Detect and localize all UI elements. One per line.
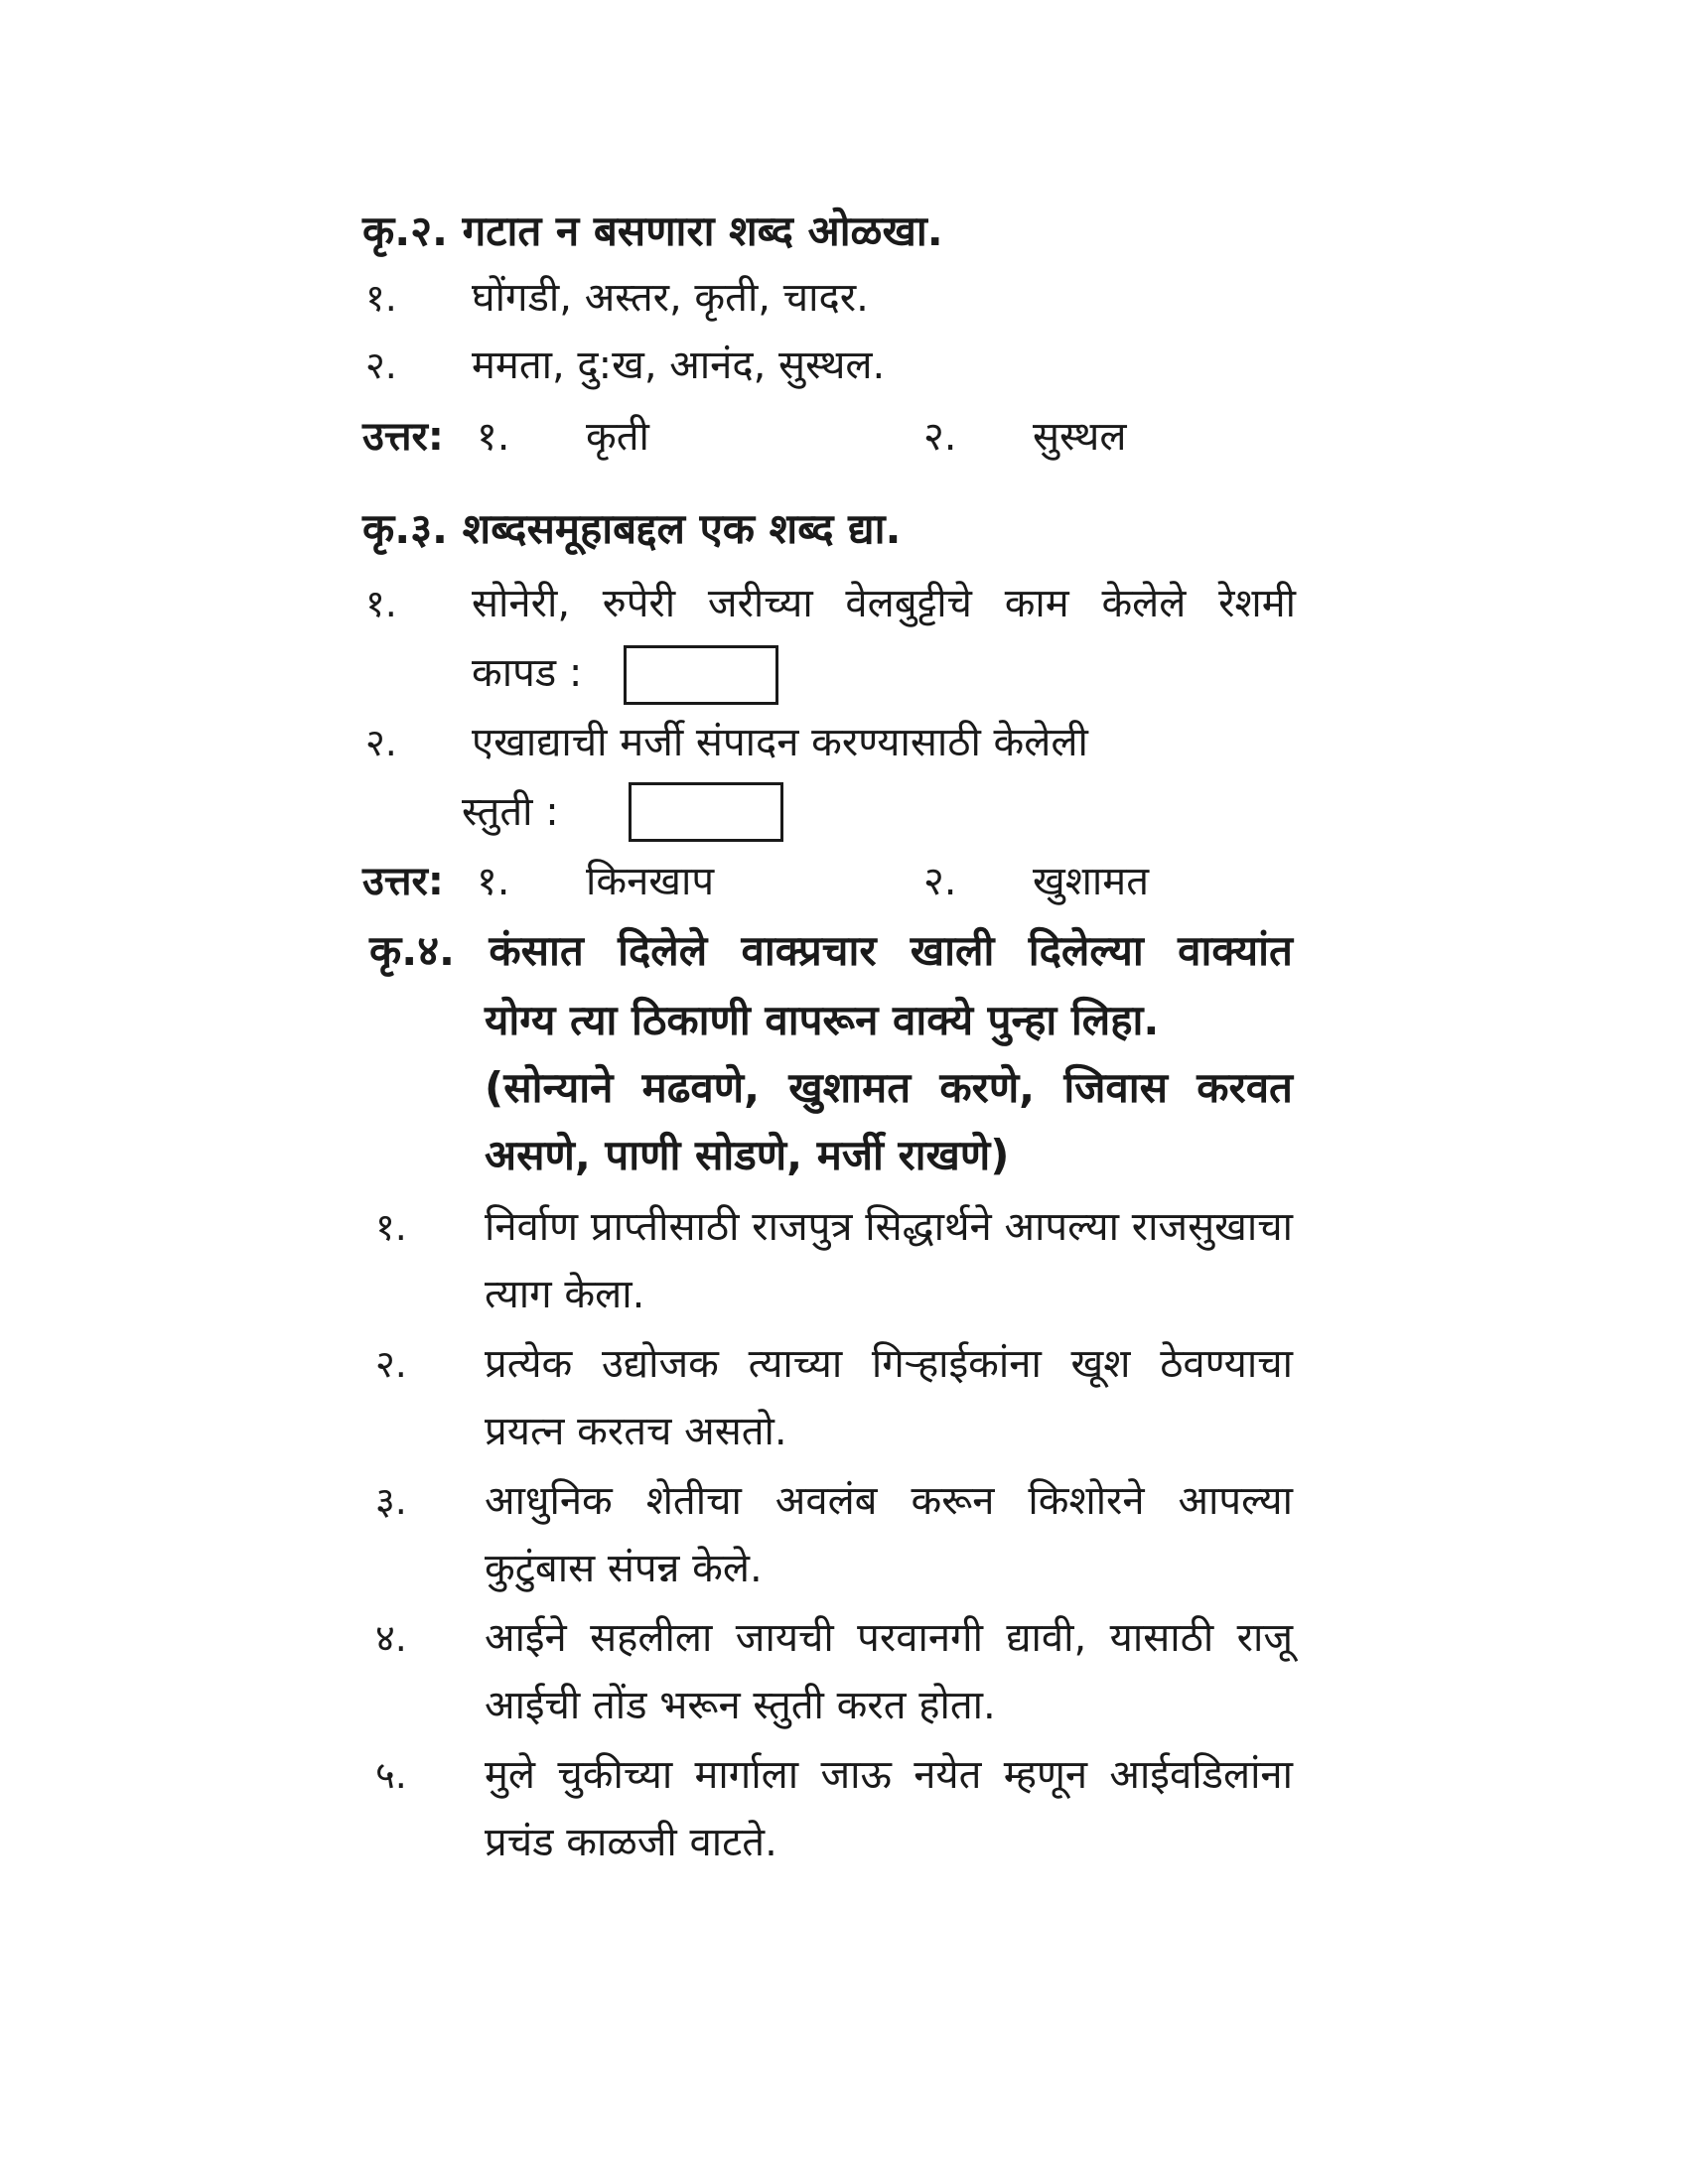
q2-item-2-number: २. xyxy=(365,343,397,387)
q2-answer-1-number: १. xyxy=(477,414,510,460)
q3-answer-1-text: किनखाप xyxy=(586,859,715,904)
q2-item-1-number: १. xyxy=(365,276,397,320)
q3-item-1-number: १. xyxy=(365,582,397,625)
q3-answer-2-number: २. xyxy=(923,859,957,904)
q4-item-3-line1: आधुनिक शेतीचा अवलंब करून किशोरने आपल्या xyxy=(485,1478,1293,1524)
q4-heading-line1: कृ.४. कंसात दिलेले वाक्प्रचार खाली दिलेल्या वाक्यांत xyxy=(369,926,1293,975)
q4-heading-line4: असणे, पाणी सोडणे, मर्जी राखणे) xyxy=(485,1131,1010,1179)
q4-item-2-line1: प्रत्येक उद्योजक त्याच्या गिऱ्हाईकांना खूश ठेवण्याचा xyxy=(485,1341,1293,1387)
q4-item-4-line1: आईने सहलीला जायची परवानगी द्यावी, यासाठी राजू xyxy=(485,1615,1293,1661)
q4-item-4-number: ४. xyxy=(375,1616,407,1660)
q2-answer-2-text: सुस्थल xyxy=(1033,414,1127,460)
q4-item-2-line2: प्रयत्न करतच असतो. xyxy=(485,1409,787,1454)
q4-heading-line2: योग्य त्या ठिकाणी वापरून वाक्ये पुन्हा लिहा. xyxy=(485,996,1160,1044)
q2-heading: कृ.२. गटात न बसणारा शब्द ओळखा. xyxy=(362,206,943,255)
q4-item-5-line1: मुले चुकीच्या मार्गाला जाऊ नयेत म्हणून आईवडिलांना xyxy=(485,1752,1293,1798)
q2-answer-1-text: कृती xyxy=(586,414,649,460)
q3-item-2-line1: एखाद्याची मर्जी संपादन करण्यासाठी केलेली xyxy=(472,720,1088,765)
q3-item-1-line1: सोनेरी, रुपेरी जरीच्या वेलबुट्टीचे काम केलेले रेशमी xyxy=(472,581,1296,626)
q3-answer-1-number: १. xyxy=(477,859,510,904)
q2-answer-2-number: २. xyxy=(923,414,957,460)
q4-item-3-line2: कुटुंबास संपन्न केले. xyxy=(485,1546,763,1591)
q4-item-5-line2: प्रचंड काळजी वाटते. xyxy=(485,1820,777,1865)
q3-item-1-answer-box[interactable] xyxy=(624,645,778,705)
q3-heading: कृ.३. शब्दसमूहाबद्दल एक शब्द द्या. xyxy=(362,504,902,553)
q3-answer-label: उत्तर: xyxy=(362,859,444,904)
q4-item-4-line2: आईची तोंड भरून स्तुती करत होता. xyxy=(485,1683,996,1728)
q2-answer-label: उत्तर: xyxy=(362,414,444,460)
q3-item-1-line2: कापड : xyxy=(472,650,583,696)
q4-heading-line3: (सोन्याने मढवणे, खुशामत करणे, जिवास करवत xyxy=(485,1063,1293,1112)
q4-item-1-number: १. xyxy=(375,1205,407,1249)
q3-item-2-line2: स्तुती : xyxy=(462,789,559,835)
q3-answer-2-text: खुशामत xyxy=(1033,859,1149,904)
q4-item-5-number: ५. xyxy=(375,1753,407,1797)
q2-item-2-text: ममता, दु:ख, आनंद, सुस्थल. xyxy=(472,342,886,388)
q3-item-2-number: २. xyxy=(365,721,397,764)
q4-item-3-number: ३. xyxy=(375,1479,407,1523)
q4-item-1-line2: त्याग केला. xyxy=(485,1272,645,1317)
q2-item-1-text: घोंगडी, अस्तर, कृती, चादर. xyxy=(472,275,869,321)
q4-item-2-number: २. xyxy=(375,1342,407,1386)
q4-item-1-line1: निर्वाण प्राप्तीसाठी राजपुत्र सिद्धार्थने आपल्या राजसुखाचा xyxy=(485,1204,1293,1250)
q3-item-2-answer-box[interactable] xyxy=(629,782,783,842)
